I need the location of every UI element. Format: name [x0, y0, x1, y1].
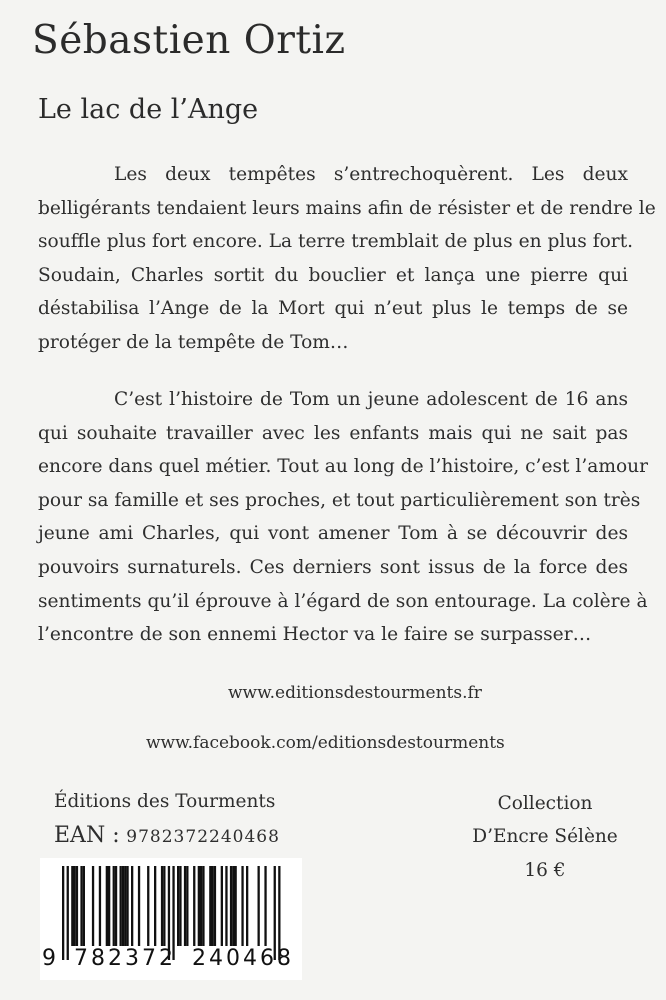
barcode-bar [99, 866, 101, 946]
barcode [40, 858, 302, 980]
barcode-bar [113, 866, 115, 946]
synopsis-line: pour sa famille et ses proches, et tout particulièrement son très [38, 489, 641, 511]
barcode-bar [212, 866, 214, 946]
barcode-bar [232, 866, 234, 946]
barcode-bar [214, 866, 216, 946]
barcode-bar [202, 866, 204, 946]
synopsis-paragraph [38, 383, 649, 652]
facebook-url: www.facebook.com/editionsdestourments [146, 733, 505, 753]
ean-label: EAN : [54, 823, 120, 848]
barcode-bar [186, 866, 188, 946]
barcode-bar [138, 866, 140, 946]
barcode-bar [241, 866, 243, 946]
synopsis-line: C’est l’histoire de Tom un jeune adolescent de 16 ans [114, 389, 628, 410]
barcode-bar [76, 866, 78, 946]
barcode-bar [264, 866, 266, 946]
barcode-bar [161, 866, 163, 946]
barcode-bar [80, 866, 82, 946]
barcode-bar [122, 866, 124, 946]
barcode-bar [83, 866, 85, 946]
author-name: Sébastien Ortiz [32, 18, 346, 63]
barcode-group-right: 240468 [192, 946, 294, 971]
barcode-digits [40, 946, 302, 976]
synopsis-line: encore dans quel métier. Tout au long de l’histoire, c’est l’amour [38, 456, 649, 478]
ean-number: 9782372240468 [126, 827, 280, 847]
excerpt-line: Les deux tempêtes s’entrechoquèrent. Les deux [114, 164, 628, 185]
barcode-bar [200, 866, 202, 946]
barcode-group-left: 782372 [74, 946, 176, 971]
excerpt-line: déstabilisa l’Ange de la Mort qui n’eut plus le temps de se [38, 298, 628, 320]
excerpt-line: Soudain, Charles sortit du bouclier et lança une pierre qui [38, 264, 628, 286]
barcode-bar [106, 866, 108, 946]
barcode-bar [230, 866, 232, 946]
barcode-bar [147, 866, 149, 946]
barcode-bar [258, 866, 260, 946]
book-title: Le lac de l’Ange [38, 94, 259, 125]
barcode-bar [163, 866, 165, 946]
barcode-bar [235, 866, 237, 946]
barcode-bar [221, 866, 223, 946]
barcode-bar [115, 866, 117, 946]
synopsis-line: sentiments qu’il éprouve à l’égard de son entourage. La colère à [38, 590, 648, 612]
barcode-bar [154, 866, 156, 946]
barcode-bar [225, 866, 227, 946]
barcode-bar [198, 866, 200, 946]
barcode-bar [246, 866, 248, 946]
barcode-bar [92, 866, 94, 946]
barcode-bar [74, 866, 76, 946]
synopsis-line: qui souhaite travailler avec les enfants mais qui ne sait pas [38, 422, 628, 444]
collection-label: Collection [497, 793, 593, 814]
barcode-bar [131, 866, 133, 946]
excerpt-line: belligérants tendaient leurs mains afin de résister et de rendre le [38, 197, 656, 219]
barcode-bar [126, 866, 128, 946]
barcode-bar [184, 866, 186, 946]
synopsis-line: jeune ami Charles, qui vont amener Tom à se découvrir des [38, 523, 628, 545]
collection-name: D’Encre Sélène [472, 826, 618, 847]
barcode-bar [209, 866, 211, 946]
price: 16 € [524, 860, 566, 881]
ean-line [54, 823, 280, 848]
barcode-bar [193, 866, 195, 946]
excerpt-line: protéger de la tempête de Tom… [38, 331, 349, 353]
barcode-bar [124, 866, 126, 946]
synopsis-line: l’encontre de son ennemi Hector va le faire se surpasser… [38, 624, 592, 646]
barcode-digit-first: 9 [42, 946, 56, 971]
excerpt-paragraph [38, 158, 656, 360]
synopsis-line: pouvoirs surnaturels. Ces derniers sont issus de la force des [38, 556, 628, 578]
barcode-bar [177, 866, 179, 946]
barcode-bar [120, 866, 122, 946]
barcode-bar [71, 866, 73, 946]
barcode-bar [108, 866, 110, 946]
website-url: www.editionsdestourments.fr [228, 683, 482, 703]
barcode-bar [179, 866, 181, 946]
excerpt-line: souffle plus fort encore. La terre tremblait de plus en plus fort. [38, 231, 634, 253]
publisher-name: Éditions des Tourments [54, 791, 276, 812]
